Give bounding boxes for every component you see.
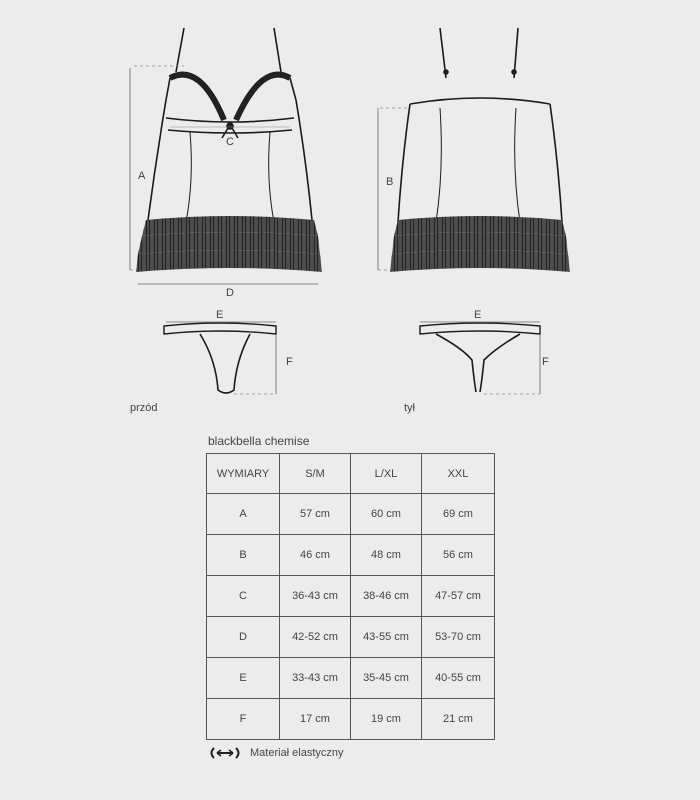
size-chart-table: [206, 453, 495, 740]
measure-label-f-front: F: [286, 356, 293, 368]
table-cell: 35-45 cm: [351, 658, 422, 699]
front-ruffles: [136, 216, 322, 272]
table-row: [207, 658, 495, 699]
table-cell: 69 cm: [422, 494, 495, 535]
table-header-row: [207, 454, 495, 494]
back-thong-drawing: [420, 322, 540, 394]
table-cell: 19 cm: [351, 699, 422, 740]
table-cell: 56 cm: [422, 535, 495, 576]
header-size-lxl: L/XL: [351, 454, 422, 494]
measure-label-e-back: E: [474, 309, 482, 321]
measure-label-c: C: [226, 136, 234, 148]
table-row: [207, 576, 495, 617]
measure-label-d: D: [226, 287, 234, 299]
front-caption: przód: [130, 402, 158, 414]
table-cell: D: [207, 617, 280, 658]
table-cell: 43-55 cm: [351, 617, 422, 658]
table-cell: 53-70 cm: [422, 617, 495, 658]
table-cell: 33-43 cm: [280, 658, 351, 699]
table-cell: 48 cm: [351, 535, 422, 576]
table-row: [207, 617, 495, 658]
table-cell: 60 cm: [351, 494, 422, 535]
measure-label-a: A: [138, 170, 146, 182]
table-cell: 40-55 cm: [422, 658, 495, 699]
table-row: [207, 494, 495, 535]
legend: [208, 747, 344, 759]
table-cell: B: [207, 535, 280, 576]
table-cell: C: [207, 576, 280, 617]
table-cell: 17 cm: [280, 699, 351, 740]
back-ruffles: [390, 216, 570, 272]
header-size-xxl: XXL: [422, 454, 495, 494]
back-caption: tył: [404, 402, 415, 414]
table-row: [207, 699, 495, 740]
header-size-sm: S/M: [280, 454, 351, 494]
table-cell: 46 cm: [280, 535, 351, 576]
measure-label-b: B: [386, 176, 394, 188]
table-cell: 36-43 cm: [280, 576, 351, 617]
table-cell: E: [207, 658, 280, 699]
table-cell: A: [207, 494, 280, 535]
table-cell: 38-46 cm: [351, 576, 422, 617]
measure-label-e-front: E: [216, 309, 224, 321]
product-title: blackbella chemise: [208, 434, 310, 448]
front-thong-drawing: [164, 322, 276, 394]
elastic-material-icon: [208, 747, 242, 759]
table-cell: 21 cm: [422, 699, 495, 740]
header-dimensions: WYMIARY: [207, 454, 280, 494]
table-cell: F: [207, 699, 280, 740]
table-row: [207, 535, 495, 576]
legend-text: Materiał elastyczny: [250, 747, 344, 759]
table-cell: 42-52 cm: [280, 617, 351, 658]
table-cell: 47-57 cm: [422, 576, 495, 617]
table-cell: 57 cm: [280, 494, 351, 535]
measure-label-f-back: F: [542, 356, 549, 368]
